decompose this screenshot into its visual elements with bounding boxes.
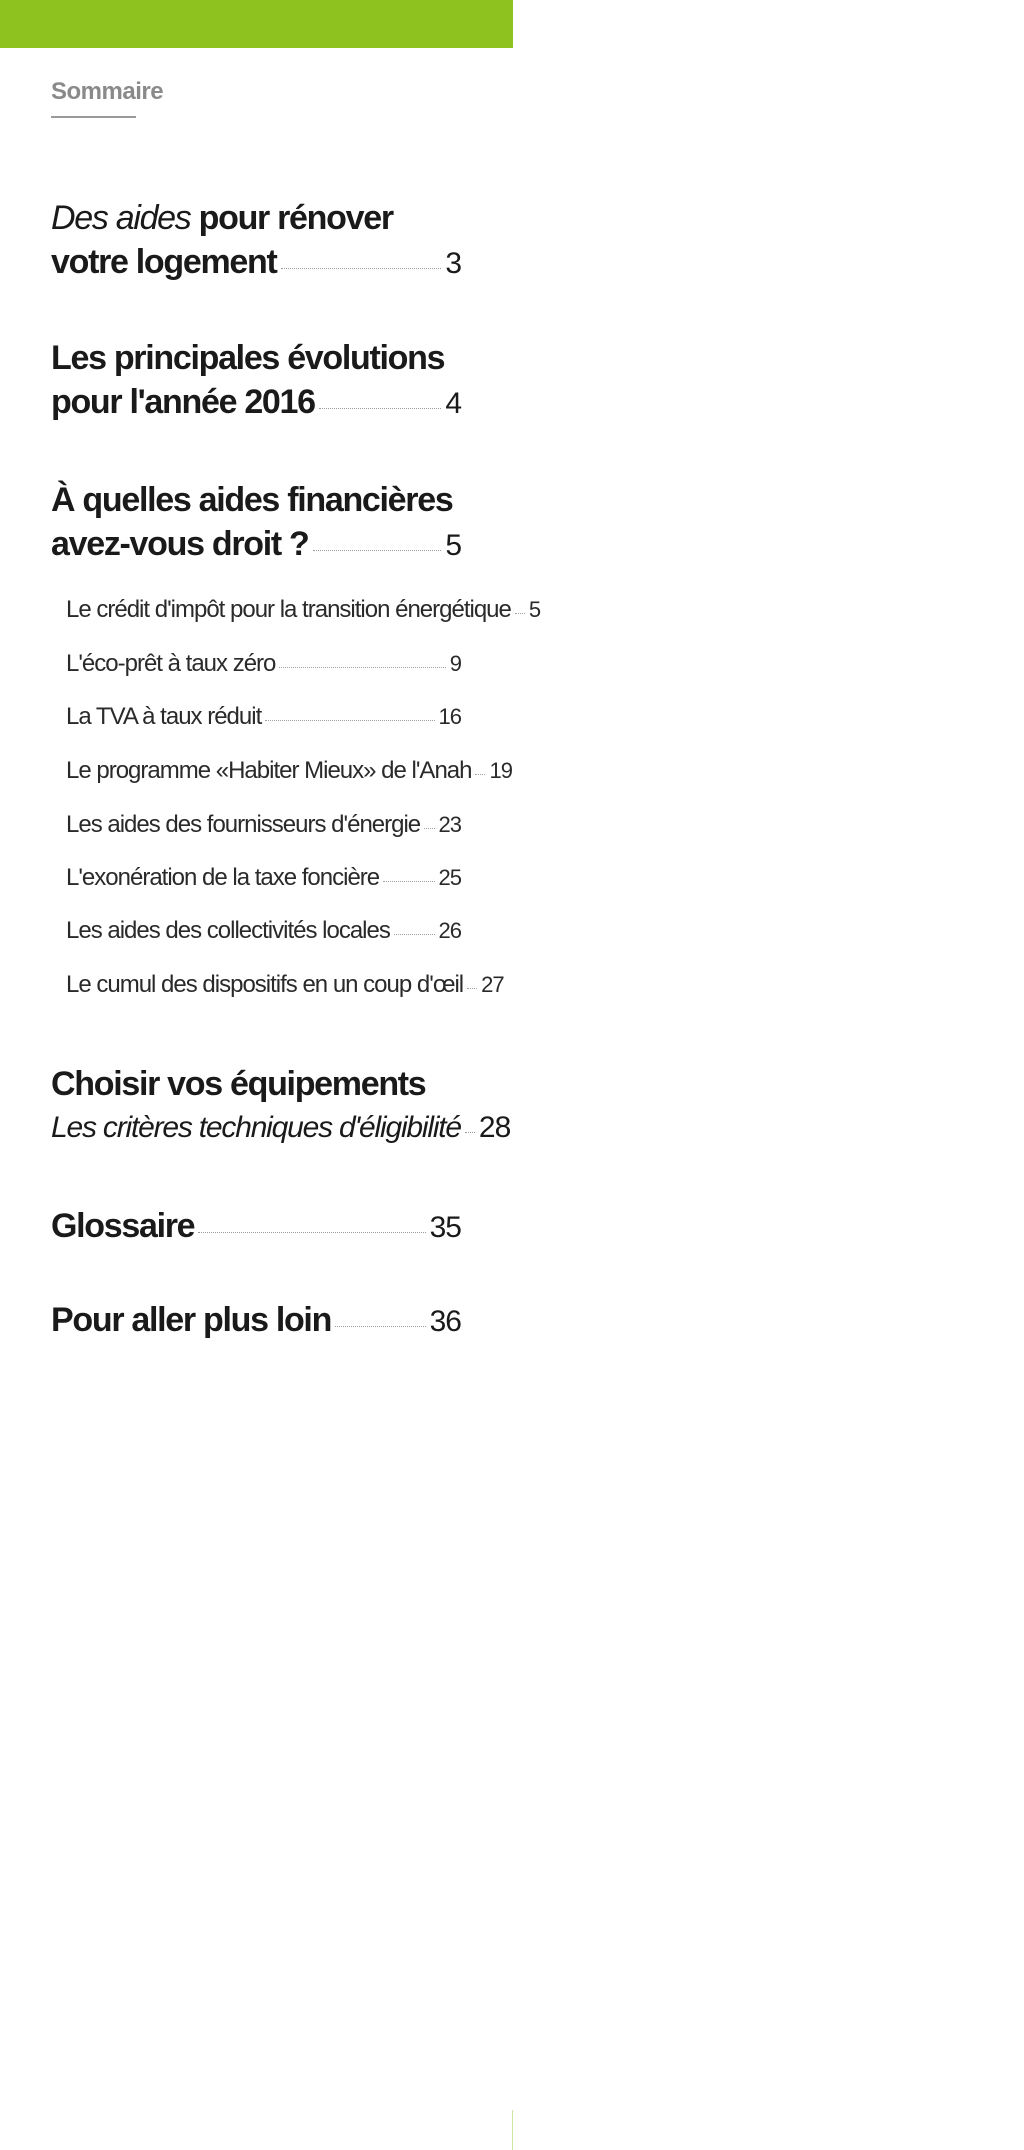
page-number: 5 — [445, 529, 461, 562]
dot-leader — [319, 408, 442, 409]
toc-entry-label: avez-vous droit ? — [51, 525, 309, 563]
page-number: 25 — [438, 865, 461, 890]
toc-entry-label: pour l'année 2016 — [51, 383, 315, 421]
page-number: 26 — [438, 918, 461, 943]
toc-entry-label: Choisir vos équipements — [51, 1065, 426, 1103]
toc-subentry[interactable] — [66, 703, 461, 731]
dot-leader — [465, 1132, 475, 1133]
toc-subentry[interactable] — [66, 971, 504, 999]
dot-leader — [198, 1232, 425, 1233]
toc-entry-subtitle: Les critères techniques d'éligibilité — [51, 1111, 461, 1144]
toc-entry-bold-text: pour rénover — [190, 199, 393, 237]
page-number: 35 — [429, 1211, 461, 1244]
page-number: 4 — [445, 387, 461, 420]
toc-entry-row — [51, 1298, 461, 1344]
page-edge-mark — [512, 2110, 513, 2150]
toc-subentry[interactable] — [66, 864, 461, 892]
dot-leader — [279, 667, 445, 668]
dot-leader — [335, 1326, 426, 1327]
toc-subentry-label: Le crédit d'impôt pour la transition énergétique — [66, 596, 511, 623]
page-number: 27 — [481, 972, 504, 997]
toc-subentry-label: Les aides des fournisseurs d'énergie — [66, 811, 421, 838]
toc-subentry[interactable] — [66, 757, 512, 785]
header-accent-bar — [0, 0, 513, 48]
page-number: 5 — [528, 597, 541, 622]
title-underline — [51, 116, 136, 118]
toc-subentry-label: Le cumul des dispositifs en un coup d'œil — [66, 971, 464, 998]
toc-entry-line — [51, 196, 461, 240]
toc-entry-renover[interactable] — [51, 196, 461, 286]
page-number: 9 — [449, 651, 461, 676]
toc-entry-label: Glossaire — [51, 1207, 195, 1245]
toc-entry-row — [51, 380, 461, 426]
toc-subentry-label: L'exonération de la taxe foncière — [66, 864, 380, 891]
toc-subentry-label: L'éco-prêt à taux zéro — [66, 650, 276, 677]
toc-subentry[interactable] — [66, 596, 541, 624]
dot-leader — [467, 988, 477, 989]
dot-leader — [383, 881, 434, 882]
toc-entry-row — [51, 240, 461, 286]
toc-entry-label: Les principales évolutions — [51, 339, 445, 377]
toc-entry-label: votre logement — [51, 243, 277, 281]
toc-subentry[interactable] — [66, 650, 461, 678]
toc-entry-row — [51, 1106, 511, 1150]
toc-entry-aides-financieres[interactable] — [51, 478, 461, 568]
dot-leader — [313, 550, 442, 551]
page-number: 36 — [429, 1305, 461, 1338]
toc-entry-glossaire[interactable] — [51, 1204, 461, 1250]
toc-entry-evolutions[interactable] — [51, 336, 461, 426]
toc-subentry-label: Le programme «Habiter Mieux» de l'Anah — [66, 757, 472, 784]
page-number: 16 — [438, 704, 461, 729]
page-number: 19 — [489, 758, 512, 783]
toc-entry-label: À quelles aides financières — [51, 481, 453, 519]
toc-entry-row — [51, 522, 461, 568]
toc-entry-label: Pour aller plus loin — [51, 1301, 332, 1339]
toc-subentry-label: Les aides des collectivités locales — [66, 917, 390, 944]
toc-entry-italic-text: Des aides — [51, 199, 191, 237]
toc-subentry-label: La TVA à taux réduit — [66, 703, 262, 730]
page-number: 28 — [478, 1111, 511, 1144]
toc-entry-equipements[interactable] — [51, 1062, 511, 1150]
dot-leader — [424, 828, 434, 829]
toc-subentry[interactable] — [66, 917, 461, 945]
dot-leader — [515, 613, 525, 614]
dot-leader — [281, 268, 442, 269]
page-number: 23 — [438, 812, 461, 837]
toc-entry-row — [51, 1204, 461, 1250]
toc-subentry[interactable] — [66, 811, 461, 839]
page-title: Sommaire — [51, 78, 164, 105]
page-number: 3 — [445, 247, 461, 280]
dot-leader — [394, 934, 435, 935]
dot-leader — [475, 774, 485, 775]
toc-entry-aller-plus-loin[interactable] — [51, 1298, 461, 1344]
dot-leader — [265, 720, 434, 721]
